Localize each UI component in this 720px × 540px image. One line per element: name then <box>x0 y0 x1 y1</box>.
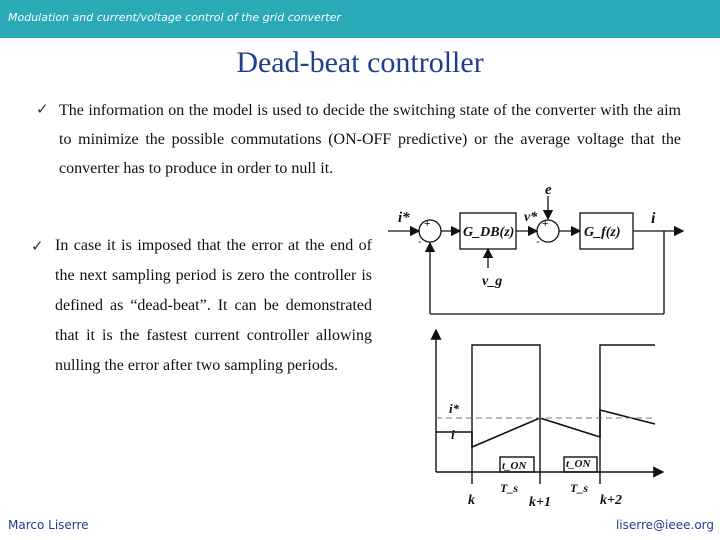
timing-ref-label: i* <box>449 401 460 416</box>
ton-label-2: t_ON <box>566 458 591 470</box>
ts-label-1: T_s <box>500 481 518 495</box>
tick-label-k2: k+2 <box>600 493 622 508</box>
grid-voltage-label: v_g <box>482 274 503 289</box>
sum2-plus: + <box>542 218 549 230</box>
ref-current-label: i* <box>398 210 410 226</box>
bullet-text-2: In case it is imposed that the error at the end of the next sampling period is zero the controller is defined as “dead-beat”. It can be demonstrated that it is the fastest current controller allowing nulling the error after two sampling periods. <box>55 237 372 374</box>
sum2-minus: - <box>536 236 540 248</box>
tick-label-k: k <box>468 493 475 508</box>
tick-label-k1: k+1 <box>529 495 551 510</box>
bullet-text-1: The information on the model is used to decide the switching state of the converter with the aim to minimize the possible commutations (ON-OFF predictive) or the average voltage that the converter has to produce in order to null it. <box>59 102 681 177</box>
footer-email[interactable]: liserre@ieee.org <box>615 518 714 532</box>
deadbeat-block-label: G_DB(z) <box>463 225 515 240</box>
slide-title: Dead-beat controller <box>236 46 484 79</box>
header-title: Modulation and current/voltage control of the grid converter <box>8 11 341 24</box>
ts-label-2: T_s <box>570 481 588 495</box>
filter-block-label: G_f(z) <box>584 225 621 240</box>
checkmark-icon: ✓ <box>36 100 49 118</box>
output-current-label: i <box>651 210 656 227</box>
ref-voltage-label: v* <box>524 210 538 225</box>
timing-current-label: i <box>451 427 455 442</box>
disturbance-label: e <box>545 182 552 198</box>
footer-author: Marco Liserre <box>8 518 89 532</box>
ton-label-1: t_ON <box>502 460 527 472</box>
sum1-minus: - <box>418 236 422 248</box>
sum1-plus: + <box>424 218 431 230</box>
checkmark-icon: ✓ <box>31 237 44 255</box>
